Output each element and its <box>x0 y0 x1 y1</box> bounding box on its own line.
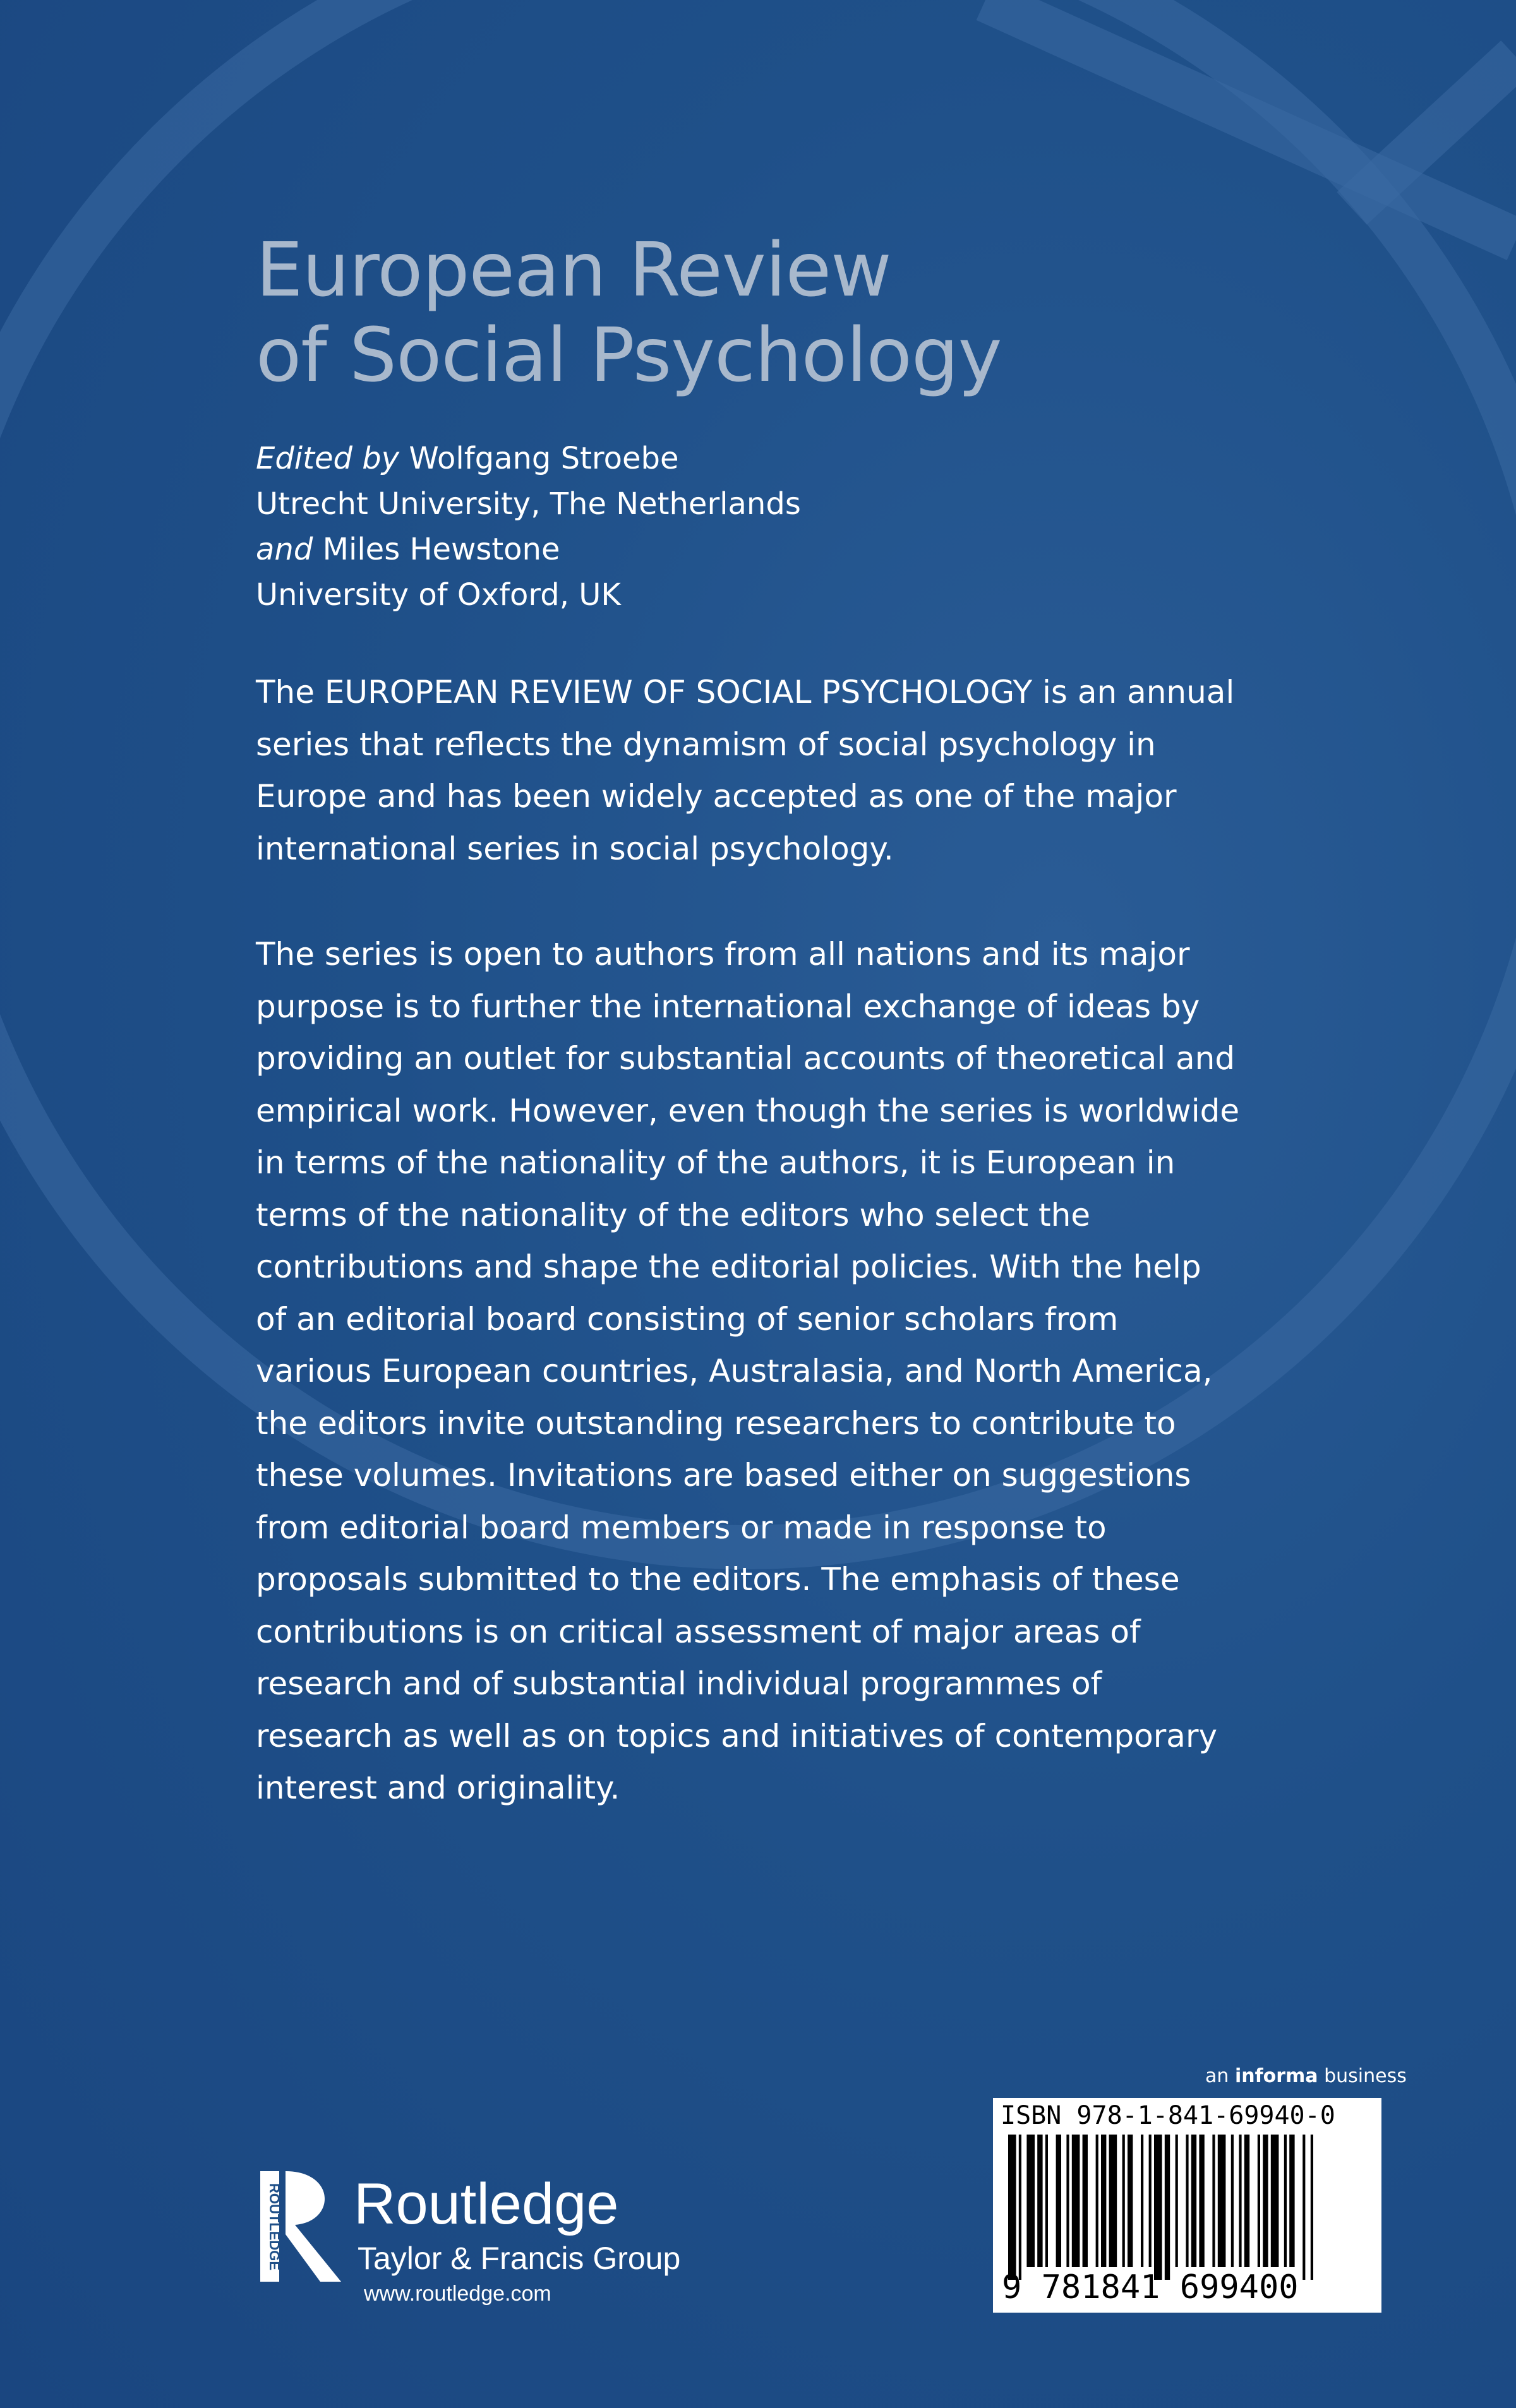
barcode-bar <box>1191 2135 1196 2267</box>
barcode-bar <box>1263 2135 1268 2267</box>
barcode-digits: 9 781841 699400 <box>1002 2268 1299 2306</box>
barcode-bar <box>1239 2135 1241 2267</box>
barcode-bar <box>1231 2135 1234 2267</box>
informa-brand: informa <box>1234 2065 1318 2087</box>
editor-name-1: Wolfgang Stroebe <box>409 441 679 476</box>
barcode-bar <box>1128 2135 1133 2267</box>
barcode-bar <box>1244 2135 1249 2267</box>
barcode-bar <box>1101 2135 1106 2267</box>
barcode-bar <box>1066 2135 1069 2267</box>
editors-block <box>256 436 801 618</box>
logo-vertical-text: ROUTLEDGE <box>267 2183 282 2271</box>
barcode-bar <box>1284 2135 1287 2267</box>
edited-by-label: Edited by <box>256 441 400 476</box>
barcode-bar <box>1289 2135 1294 2267</box>
barcode-bar <box>1218 2135 1226 2267</box>
editor-affiliation-2: University of Oxford, UK <box>256 577 621 613</box>
barcode-bar <box>1258 2135 1260 2267</box>
barcode-bar <box>1199 2135 1204 2267</box>
title-line-2: of Social Psychology <box>256 311 1002 398</box>
barcode-bar <box>1154 2135 1162 2280</box>
editor-line-3 <box>256 527 801 572</box>
informa-business-tagline <box>1205 2065 1407 2087</box>
informa-prefix: an <box>1205 2065 1229 2087</box>
barcode-bar <box>1045 2135 1048 2267</box>
barcode-bar <box>1026 2135 1035 2267</box>
barcode-bar <box>1271 2135 1279 2267</box>
barcode-bar <box>1165 2135 1170 2280</box>
routledge-logo-icon <box>260 2171 341 2282</box>
editor-line-1 <box>256 436 801 481</box>
barcode-bar <box>1176 2135 1178 2267</box>
barcode-bar <box>1083 2135 1088 2267</box>
barcode-bar <box>1186 2135 1188 2267</box>
description-paragraph-2: The series is open to authors from all nations and its major purpose is to further the international exchange of ideas by providing an outlet for substantial accounts of theoretical and empirical work. However, even though the series is worldwide in terms of the nationality of the authors, it is European in terms of the nationality of the editors who select the contributions and shape the editorial policies. With the help of an editorial board consisting of senior scholars from various European countries, Australasia, and North America, the editors invite outstanding researchers to contribute to these volumes. Invitations are based either on suggestions from editorial board members or made in response to proposals submitted to the editors. The emphasis of these contributions is on critical assessment of major areas of research and of substantial individual programmes of research as well as on topics and initiatives of contemporary interest and originality. <box>256 936 1240 1806</box>
barcode-bar <box>1096 2135 1098 2267</box>
isbn-barcode <box>993 2098 1381 2313</box>
publisher-group: Taylor & Francis Group <box>358 2241 681 2276</box>
publisher-url[interactable]: www.routledge.com <box>364 2282 551 2306</box>
barcode-bar <box>1212 2135 1215 2267</box>
barcode-bar <box>1072 2135 1080 2267</box>
title-line-1: European Review <box>256 226 891 313</box>
barcode-bar <box>1302 2135 1305 2280</box>
and-label: and <box>256 532 313 567</box>
description-paragraph-1: The EUROPEAN REVIEW OF SOCIAL PSYCHOLOGY is an annual series that reflects the dynamism of social psychology in Europe and has been widely accepted as one of the major international series in social psychology. <box>256 674 1235 867</box>
barcode-bar <box>1141 2135 1143 2267</box>
isbn-label: ISBN 978-1-841-69940-0 <box>1001 2101 1335 2130</box>
publisher-name: Routledge <box>354 2172 619 2236</box>
editor-name-2: Miles Hewstone <box>322 532 560 567</box>
informa-suffix: business <box>1324 2065 1407 2087</box>
barcode-bar <box>1037 2135 1042 2267</box>
barcode-bar <box>1056 2135 1061 2267</box>
barcode-bar <box>1122 2135 1125 2267</box>
barcode-bar <box>1109 2135 1117 2267</box>
barcode-bar <box>1149 2135 1152 2267</box>
editor-affiliation-1: Utrecht University, The Netherlands <box>256 486 801 522</box>
book-title <box>256 227 1002 398</box>
barcode-bar <box>1311 2135 1313 2280</box>
barcode-bar <box>1008 2135 1016 2280</box>
barcode-bar <box>1019 2135 1021 2280</box>
